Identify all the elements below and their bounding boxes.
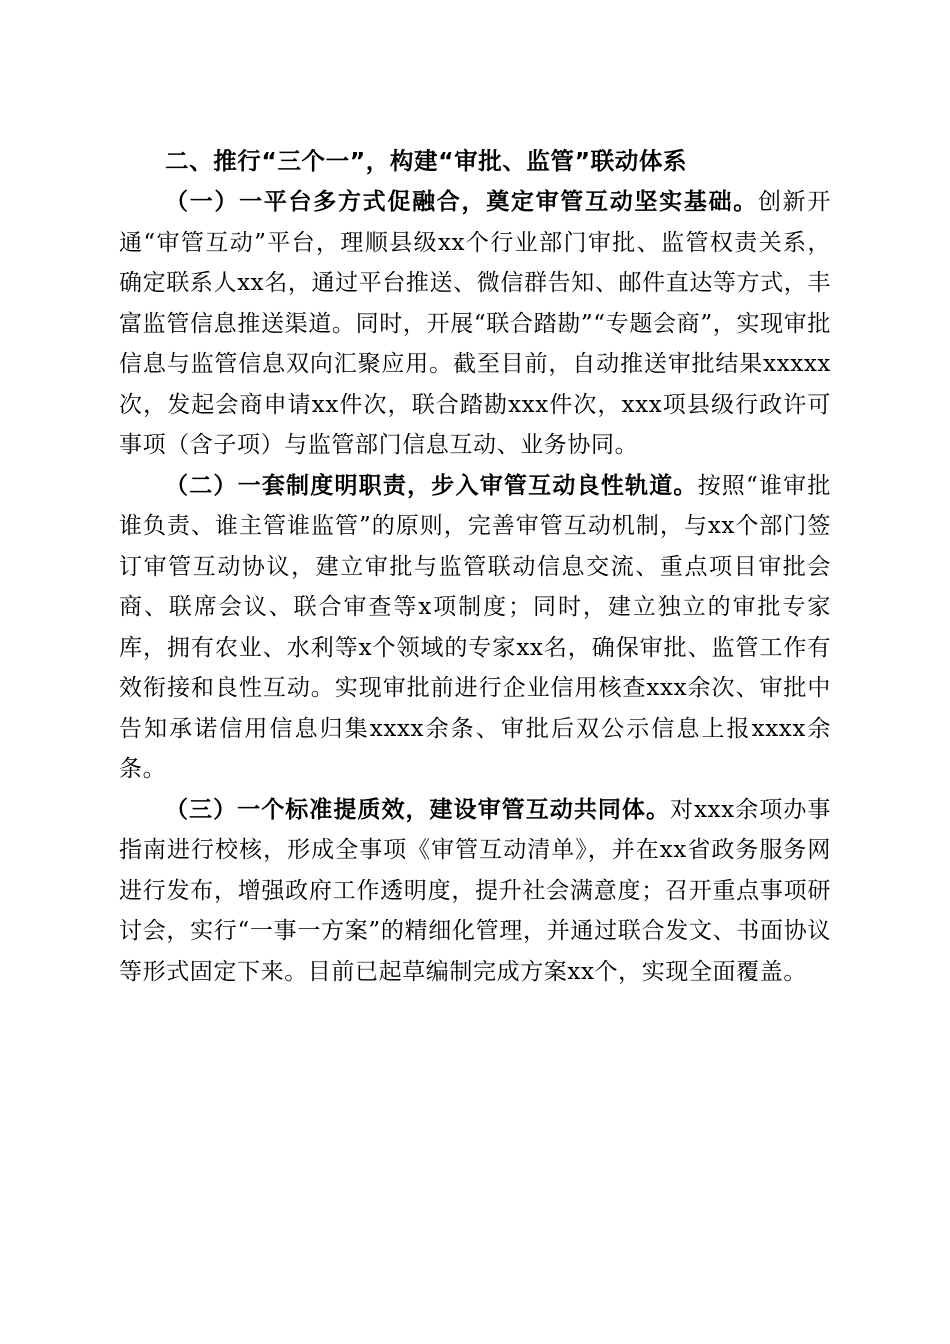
paragraph-2-title: （二）一套制度明职责，步入审管互动良性轨道。 xyxy=(165,471,698,499)
paragraph-1-body: 创新开通“审管互动”平台，理顺县级xx个行业部门审批、监管权责关系，确定联系人xx名，通过平台推送、微信群告知、邮件直达等方式，丰富监管信息推送渠道。同时，开展“联合踏勘”“专题会商”，实现审批信息与监管信息双向汇聚应用。截至目前，自动推送审批结果xxxxx次，发起会商申请xx件次，联合踏勘xxx件次，xxx项县级行政许可事项（含子项）与监管部门信息互动、业务协同。 xyxy=(119,189,831,458)
paragraph-2 xyxy=(119,466,831,790)
document-body xyxy=(119,140,831,992)
paragraph-1-title: （一）一平台多方式促融合，奠定审管互动坚实基础。 xyxy=(165,188,758,215)
paragraph-3-title: （三）一个标准提质效，建设审管互动共同体。 xyxy=(165,795,671,823)
paragraph-3-body: 对xxx余项办事指南进行校核，形成全事项《审管互动清单》，并在xx省政务服务网进行发布，增强政府工作透明度，提升社会满意度；召开重点事项研讨会，实行“一事一方案”的精细化管理，并通过联合发文、书面协议等形式固定下来。目前已起草编制完成方案xx个，实现全面覆盖。 xyxy=(119,796,831,985)
section-heading: 二、推行“三个一”，构建“审批、监管”联动体系 xyxy=(165,147,688,175)
paragraph-1 xyxy=(119,182,831,466)
paragraph-2-body: 按照“谁审批谁负责、谁主管谁监管”的原则，完善审管互动机制，与xx个部门签订审管互动协议，建立审批与监管联动信息交流、重点项目审批会商、联席会议、联合审查等x项制度；同时，建立独立的审批专家库，拥有农业、水利等x个领域的专家xx名，确保审批、监管工作有效衔接和良性互动。实现审批前进行企业信用核查xxx余次、审批中告知承诺信用信息归集xxxx余条、审批后双公示信息上报xxxx余条。 xyxy=(119,472,831,782)
paragraph-3 xyxy=(119,790,831,993)
